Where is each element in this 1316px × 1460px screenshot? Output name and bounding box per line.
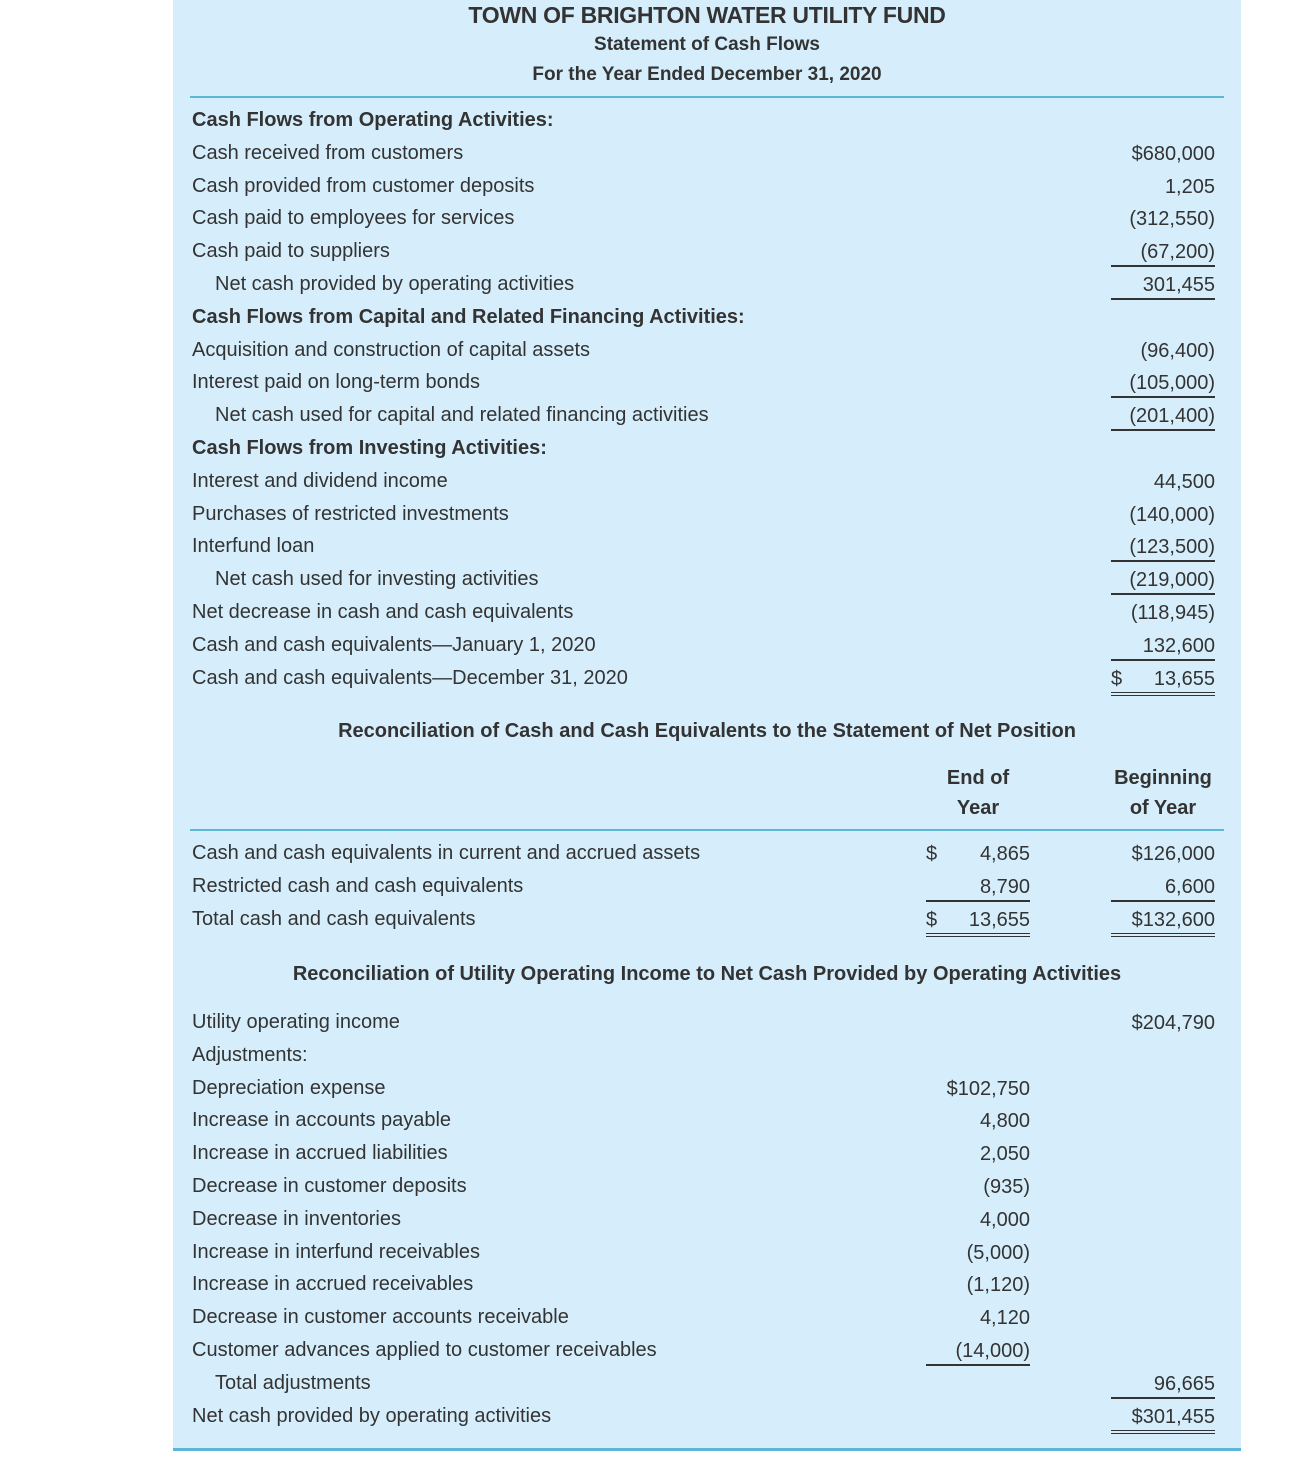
line-item-label: Decrease in inventories bbox=[192, 1207, 401, 1230]
line-item-row bbox=[173, 170, 1241, 203]
dollar-sign: $ bbox=[926, 843, 938, 865]
line-item-label: Adjustments: bbox=[192, 1043, 308, 1066]
dollar-sign: $ bbox=[1111, 667, 1123, 690]
line-item-row bbox=[173, 268, 1241, 301]
statement-title: Statement of Cash Flows bbox=[594, 34, 820, 55]
amount-column-1: $ 13,655 bbox=[926, 905, 1030, 937]
statement-period: For the Year Ended December 31, 2020 bbox=[532, 64, 882, 85]
line-item-label: Cash paid to suppliers bbox=[192, 240, 390, 263]
header-line: End of bbox=[946, 767, 1010, 789]
income-reconciliation-section bbox=[173, 963, 1241, 986]
line-item-row bbox=[173, 1006, 1241, 1039]
amount-column-2: 1,205 bbox=[1164, 175, 1215, 198]
line-item-label: Depreciation expense bbox=[192, 1076, 386, 1099]
amount-column-2: $126,000 bbox=[1131, 843, 1215, 865]
amount-column-1: $102,750 bbox=[946, 1077, 1030, 1100]
section-heading-row bbox=[173, 301, 1241, 334]
line-item-label: Decrease in customer deposits bbox=[192, 1174, 467, 1197]
amount-column-2: (219,000) bbox=[1111, 565, 1215, 595]
line-item-row bbox=[173, 1203, 1241, 1236]
line-item-label: Cash Flows from Capital and Related Financing Activities: bbox=[192, 305, 745, 328]
line-item-label: Net decrease in cash and cash equivalents bbox=[192, 600, 574, 623]
line-item-label: Cash Flows from Investing Activities: bbox=[192, 436, 547, 459]
amount-column-2: 44,500 bbox=[1153, 470, 1215, 493]
line-item-row bbox=[173, 530, 1241, 563]
line-item-label: Increase in accrued liabilities bbox=[192, 1142, 448, 1165]
column-header-beginning-of-year bbox=[1103, 763, 1223, 823]
amount-column-2: (96,400) bbox=[1140, 339, 1215, 362]
line-item-row bbox=[173, 465, 1241, 498]
line-item-row bbox=[173, 1072, 1241, 1105]
line-item-label: Cash Flows from Operating Activities: bbox=[192, 109, 554, 131]
amount-column-2: $301,455 bbox=[1111, 1402, 1215, 1434]
line-item-row bbox=[173, 1170, 1241, 1203]
header-line: Year bbox=[956, 797, 1000, 819]
section-title: Reconciliation of Utility Operating Income to Net Cash Provided by Operating Activities bbox=[292, 963, 1122, 985]
line-item-row bbox=[173, 1104, 1241, 1137]
line-item-row bbox=[173, 202, 1241, 235]
line-item-row bbox=[173, 1137, 1241, 1170]
line-item-row bbox=[173, 366, 1241, 399]
amount-column-2: $680,000 bbox=[1131, 142, 1215, 165]
amount-column-2: $132,600 bbox=[1111, 905, 1215, 937]
fund-title: TOWN OF BRIGHTON WATER UTILITY FUND bbox=[468, 2, 946, 28]
amount-column-2: 301,455 bbox=[1111, 270, 1215, 300]
line-item-row bbox=[173, 1400, 1241, 1433]
amount-column-1: (5,000) bbox=[966, 1241, 1030, 1264]
line-item-row bbox=[173, 334, 1241, 367]
header-line: Beginning bbox=[1114, 767, 1212, 789]
line-item-row bbox=[173, 498, 1241, 531]
divider bbox=[190, 829, 1224, 831]
amount-column-2: (105,000) bbox=[1111, 368, 1215, 398]
line-item-label: Increase in interfund receivables bbox=[192, 1240, 480, 1263]
line-item-row bbox=[173, 629, 1241, 662]
line-item-label: Interest and dividend income bbox=[192, 469, 448, 492]
column-header-end-of-year bbox=[918, 763, 1038, 823]
line-item-label: Cash and cash equivalents—January 1, 2020 bbox=[192, 633, 596, 656]
line-item-row bbox=[173, 903, 1241, 936]
dollar-sign: $ bbox=[926, 908, 938, 931]
line-item-row bbox=[173, 870, 1241, 903]
amount-column-2: $ 13,655 bbox=[1111, 664, 1215, 696]
section-heading-row bbox=[173, 432, 1241, 465]
line-item-row bbox=[173, 596, 1241, 629]
line-item-label: Interfund loan bbox=[192, 535, 315, 558]
amount-column-2: (140,000) bbox=[1129, 503, 1215, 526]
line-item-row bbox=[173, 563, 1241, 596]
line-item-label: Acquisition and construction of capital assets bbox=[192, 338, 590, 361]
amount-column-1: 8,790 bbox=[926, 872, 1030, 902]
amount-column-2: (118,945) bbox=[1130, 601, 1215, 624]
amount-column-2: (67,200) bbox=[1111, 237, 1215, 267]
line-item-row bbox=[173, 399, 1241, 432]
amount-column-2: 132,600 bbox=[1111, 631, 1215, 661]
amount-column-2: $204,790 bbox=[1131, 1012, 1215, 1034]
line-item-row bbox=[173, 1367, 1241, 1400]
cash-reconciliation-section bbox=[173, 720, 1241, 819]
amount-column-1: (1,120) bbox=[966, 1274, 1030, 1297]
line-item-row bbox=[173, 1301, 1241, 1334]
amount-column-1: 4,800 bbox=[979, 1110, 1030, 1133]
line-item-label: Decrease in customer accounts receivable bbox=[192, 1306, 569, 1329]
line-item-row bbox=[173, 235, 1241, 268]
income-reconciliation-rows bbox=[173, 1006, 1241, 1432]
line-item-label: Interest paid on long-term bonds bbox=[192, 371, 480, 394]
divider bbox=[190, 96, 1224, 98]
line-item-label: Cash and cash equivalents in current and accrued assets bbox=[192, 842, 701, 864]
amount-column-1: 4,000 bbox=[979, 1208, 1030, 1231]
line-item-label: Net cash provided by operating activities bbox=[215, 272, 575, 295]
line-item-label: Net cash provided by operating activities bbox=[192, 1404, 552, 1427]
amount-column-2: 96,665 bbox=[1111, 1369, 1215, 1399]
line-item-row bbox=[173, 1334, 1241, 1367]
line-item-row bbox=[173, 137, 1241, 170]
cash-flows-section bbox=[173, 104, 1241, 694]
line-item-row bbox=[173, 662, 1241, 695]
line-item-label: Customer advances applied to customer receivables bbox=[192, 1338, 657, 1361]
line-item-label: Net cash used for investing activities bbox=[215, 568, 539, 591]
cash-reconciliation-rows bbox=[173, 837, 1241, 935]
line-item-label: Cash paid to employees for services bbox=[192, 207, 515, 230]
line-item-label: Utility operating income bbox=[192, 1011, 400, 1033]
amount-column-1: 4,120 bbox=[979, 1307, 1030, 1330]
line-item-label: Cash provided from customer deposits bbox=[192, 174, 535, 197]
line-item-label: Total cash and cash equivalents bbox=[192, 907, 476, 930]
line-item-label: Increase in accounts payable bbox=[192, 1109, 452, 1132]
line-item-row bbox=[173, 1268, 1241, 1301]
amount-column-2: (123,500) bbox=[1111, 532, 1215, 562]
line-item-label: Cash received from customers bbox=[192, 141, 464, 164]
amount-column-2: (312,550) bbox=[1129, 208, 1215, 231]
section-heading-row bbox=[173, 104, 1241, 137]
line-item-row bbox=[173, 837, 1241, 870]
amount-column-2: (201,400) bbox=[1111, 401, 1215, 431]
amount-column-1: (14,000) bbox=[926, 1336, 1030, 1366]
line-item-label: Cash and cash equivalents—December 31, 2020 bbox=[192, 666, 628, 689]
line-item-label: Increase in accrued receivables bbox=[192, 1273, 474, 1296]
section-title: Reconciliation of Cash and Cash Equivalents to the Statement of Net Position bbox=[338, 720, 1076, 742]
amount-column-1: (935) bbox=[983, 1175, 1030, 1198]
statement-panel bbox=[173, 0, 1241, 1451]
line-item-row bbox=[173, 1236, 1241, 1269]
amount-column-2: 6,600 bbox=[1111, 872, 1215, 902]
line-item-label: Restricted cash and cash equivalents bbox=[192, 874, 524, 897]
line-item-label: Net cash used for capital and related financing activities bbox=[215, 404, 709, 427]
header-line: of Year bbox=[1129, 797, 1197, 819]
line-item-label: Purchases of restricted investments bbox=[192, 502, 509, 525]
amount-column-1: 2,050 bbox=[979, 1143, 1030, 1166]
line-item-row bbox=[173, 1039, 1241, 1072]
line-item-label: Total adjustments bbox=[215, 1371, 371, 1394]
amount-column-1: $ 4,865 bbox=[926, 839, 1030, 867]
